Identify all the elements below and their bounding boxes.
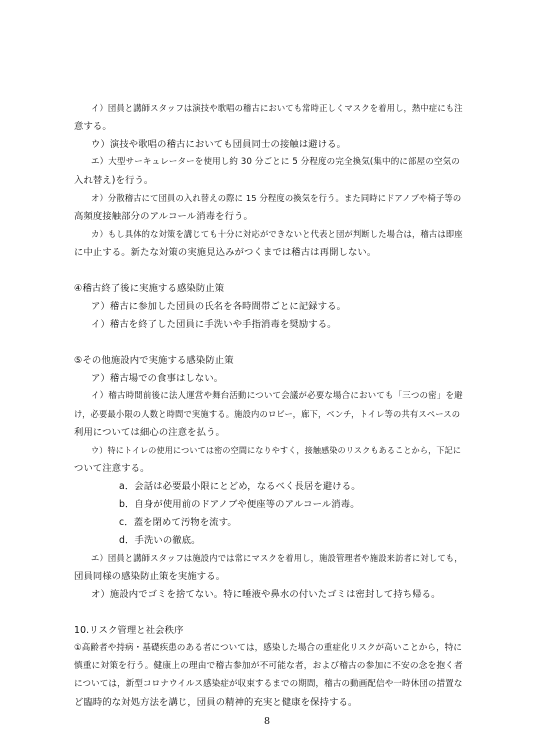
text-line: オ）分散稽古にて団員の入れ替えの際に 15 分程度の換気を行う。また同時にドアノブや椅子等の <box>91 193 462 203</box>
text-line: については，新型コロナウイルス感染症が収束するまでの期間，稽古の動画配信や一時休団の措置な <box>74 679 463 689</box>
text-line: ついて注意する。 <box>74 463 150 474</box>
text-line: ア）稽古に参加した団員の氏名を各時間帯ごとに記録する。 <box>91 301 347 312</box>
text-line: ウ）特にトイレの使用については密の空間になりやすく，接触感染のリスクもあることから，下記に <box>91 445 462 455</box>
text-line: 意する。 <box>74 121 112 132</box>
text-line: ア）稽古場での食事はしない。 <box>91 373 224 384</box>
text-line: に中止する。新たな対策の実施見込みがつくまでは稽古は再開しない。 <box>74 247 377 258</box>
text-line: 慎重に対策を行う。健康上の理由で稽古参加が不可能な者，および稽古の参加に不安の念を抱く者 <box>74 661 463 671</box>
text-line: イ）稽古を終了した団員に手洗いや手指消毒を奨励する。 <box>91 319 337 330</box>
text-line: ①高齢者や持病・基礎疾患のある者については，感染した場合の重症化リスクが高いことから，特に <box>74 643 463 653</box>
list-item: d．手洗いの徹底。 <box>119 535 201 546</box>
list-item: a．会話は必要最小限にとどめ，なるべく長居を避ける。 <box>119 481 361 492</box>
text-line: 利用については細心の注意を払う。 <box>74 427 225 438</box>
text-line: 高頻度接触部分のアルコール消毒を行う。 <box>74 211 253 222</box>
text-line: 入れ替え)を行う。 <box>74 175 154 186</box>
section-heading: ⑤その他施設内で実施する感染防止策 <box>74 355 234 366</box>
text-line: ウ）演技や歌唱の稽古においても団員同士の接触は避ける。 <box>91 139 347 150</box>
text-line: イ）稽古時間前後に法人運営や舞台活動について会議が必要な場合においても「三つの密」を避 <box>91 391 463 401</box>
text-line: け，必要最小限の人数と時間で実施する。施設内のロビー，廊下，ベンチ，トイレ等の共有スペースの <box>74 409 461 419</box>
text-line: イ）団員と講師スタッフは演技や歌唱の稽古においても常時正しくマスクを着用し，熱中症にも注 <box>91 103 463 113</box>
text-line: エ）大型サーキュレーターを使用し約 30 分ごとに 5 分程度の完全換気(集中的に部屋の空気の <box>91 157 460 167</box>
section-heading: 10.リスク管理と社会秩序 <box>74 625 184 636</box>
text-line: オ）施設内でゴミを捨てない。特に唾液や鼻水の付いたゴミは密封して持ち帰る。 <box>91 589 441 600</box>
text-line: ど臨時的な対処方法を講じ，団員の精神的充実と健康を保持する。 <box>74 697 358 708</box>
text-line: エ）団員と講師スタッフは施設内では常にマスクを着用し，施設管理者や施設来訪者に対しても， <box>91 553 463 563</box>
page-number: 8 <box>263 716 271 727</box>
text-line: カ）もし具体的な対策を講じても十分に対応ができないと代表と団が判断した場合は，稽古は即座 <box>91 229 463 239</box>
list-item: c．蓋を閉めて汚物を流す。 <box>119 517 237 528</box>
list-item: b．自身が使用前のドアノブや便座等のアルコール消毒。 <box>119 499 360 510</box>
text-line: 団員同様の感染防止策を実施する。 <box>74 571 226 582</box>
section-heading: ④稽古終了後に実施する感染防止策 <box>74 283 225 294</box>
